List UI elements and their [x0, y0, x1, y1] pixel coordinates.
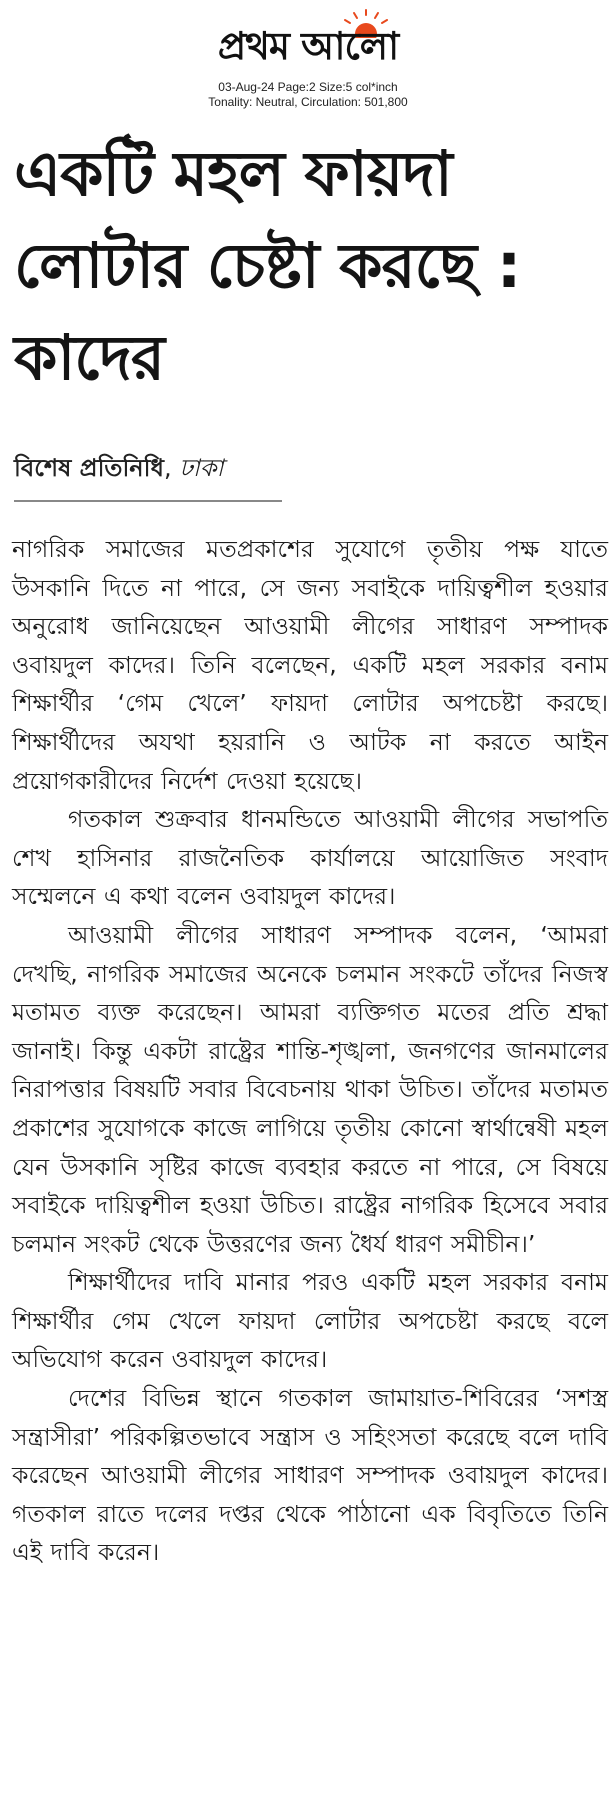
byline-name: বিশেষ প্রতিনিধি [14, 454, 164, 482]
byline: বিশেষ প্রতিনিধি, ঢাকা [14, 454, 224, 482]
article-paragraph-5: দেশের বিভিন্ন স্থানে গতকাল জামায়াত-শিবিরের ‘সশস্ত্র সন্ত্রাসীরা’ পরিকল্পিতভাবে সন্ত্রাস ও সহিংসতা করেছে বলে দাবি করেছেন আওয়ামী লীগের সাধারণ সম্পাদক ওবায়দুল কাদের। গতকাল রাতে দলের দপ্তর থেকে পাঠানো এক বিবৃতিতে তিনি এই দাবি করেন। [12, 1384, 608, 1567]
article-body [12, 530, 608, 1572]
clipping-meta-line1: 03-Aug-24 Page:2 Size:5 col*inch [218, 80, 398, 94]
article-paragraph-2: গতকাল শুক্রবার ধানমন্ডিতে আওয়ামী লীগের সভাপতি শেখ হাসিনার রাজনৈতিক কার্যালয়ে আয়োজিত সংবাদ সম্মেলনে এ কথা বলেন ওবায়দুল কাদের। [12, 805, 608, 911]
clipping-meta [0, 80, 616, 110]
newspaper-logo [218, 6, 398, 70]
article-paragraph-4: শিক্ষার্থীদের দাবি মানার পরও একটি মহল সরকার বনাম শিক্ষার্থীর গেম খেলে ফায়দা লোটার অপচেষ্টা করছে বলে অভিযোগ করেন ওবায়দুল কাদের। [12, 1268, 608, 1374]
logo-wordmark: প্রথম আলো [217, 24, 399, 68]
article-headline: একটি মহল ফায়দা লোটার চেষ্টা করছে : কাদের [14, 137, 521, 394]
byline-divider [14, 500, 282, 502]
masthead [0, 6, 616, 110]
article-paragraph-3: আওয়ামী লীগের সাধারণ সম্পাদক বলেন, ‘আমরা দেখছি, নাগরিক সমাজের অনেকে চলমান সংকটে তাঁদের নিজস্ব মতামত ব্যক্ত করেছেন। আমরা ব্যক্তিগত মতের প্রতি শ্রদ্ধা জানাই। কিন্তু একটা রাষ্ট্রের শান্তি-শৃঙ্খলা, জনগণের জানমালের নিরাপত্তার বিষয়টি সবার বিবেচনায় থাকা উচিত। তাঁদের মতামত প্রকাশের সুযোগকে কাজে লাগিয়ে তৃতীয় কোনো স্বার্থান্বেষী মহল যেন উসকানি সৃষ্টির কাজে ব্যবহার করতে না পারে, সে বিষয়ে সবাইকে দায়িত্বশীল হওয়া উচিত। রাষ্ট্রের নাগরিক হিসেবে সবার চলমান সংকট থেকে উত্তরণের জন্য ধৈর্য ধারণ সমীচীন।’ [12, 920, 608, 1258]
byline-city: ঢাকা [179, 454, 224, 482]
article-paragraph-1: নাগরিক সমাজের মতপ্রকাশের সুযোগে তৃতীয় পক্ষ যাতে উসকানি দিতে না পারে, সে জন্য সবাইকে দায়িত্বশীল হওয়ার অনুরোধ জানিয়েছেন আওয়ামী লীগের সাধারণ সম্পাদক ওবায়দুল কাদের। তিনি বলেছেন, একটি মহল সরকার বনাম শিক্ষার্থীর ‘গেম খেলে’ ফায়দা লোটার অপচেষ্টা করছে। শিক্ষার্থীদের অযথা হয়রানি ও আটক না করতে আইন প্রয়োগকারীদের নির্দেশ দেওয়া হয়েছে। [12, 535, 608, 795]
clipping-meta-line2: Tonality: Neutral, Circulation: 501,800 [208, 95, 408, 109]
